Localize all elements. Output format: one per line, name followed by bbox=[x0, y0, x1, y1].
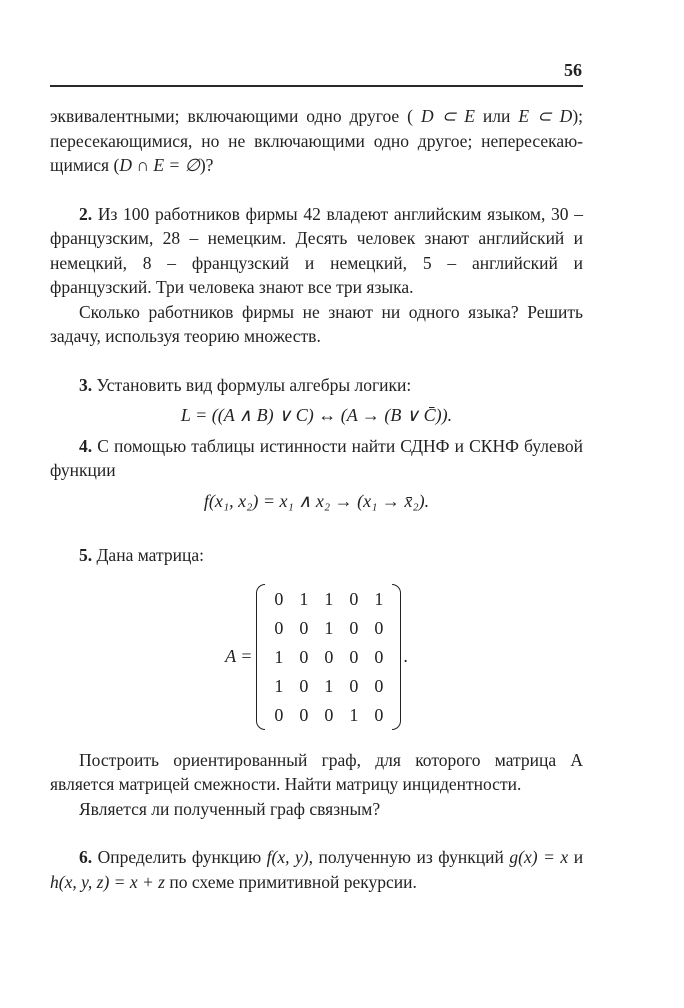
task2-question: Сколько работников фирмы не знают ни одного языка? Решить задачу, используя теорию множеств. bbox=[50, 301, 583, 346]
task4-text: С помощью таблицы истинности найти СДНФ и СКНФ булевой функции bbox=[50, 435, 583, 480]
task3-formula: L = ((A ∧ B) ∨ C) ↔ (A → (B ∨ C̄)). bbox=[180, 405, 453, 425]
task6-formula-2: g(x) = x bbox=[509, 847, 569, 867]
matrix-cell: 1 bbox=[374, 588, 384, 609]
task5-instructions: Построить ориентированный граф, для которого матрица A является матрицей смежности. Найти матрицу инцидентности. bbox=[50, 749, 583, 794]
matrix-cell: 0 bbox=[324, 704, 334, 725]
task6-text-1: Определить функцию bbox=[97, 847, 262, 867]
matrix-cell: 0 bbox=[349, 646, 359, 667]
matrix-cell: 0 bbox=[274, 704, 284, 725]
matrix-cell: 0 bbox=[299, 704, 309, 725]
matrix-period: . bbox=[403, 646, 408, 667]
intro-text-4: щимися ( bbox=[50, 155, 120, 175]
intro-formula-1: D ⊂ E bbox=[420, 106, 475, 126]
task6-text-2: , полученную из функций bbox=[308, 847, 504, 867]
task6-text-4: по схеме примитивной рекурсии. bbox=[169, 871, 417, 892]
matrix-label: A = bbox=[225, 646, 253, 667]
task2-number: 2. bbox=[79, 203, 93, 224]
task5-question: Является ли полученный граф связным? bbox=[79, 798, 381, 819]
matrix-cell: 0 bbox=[374, 617, 384, 638]
task3-text: Установить вид формулы алгебры логики: bbox=[96, 374, 412, 395]
task4-number: 4. bbox=[79, 435, 93, 456]
task6-formula-1: f(x, y) bbox=[266, 847, 309, 867]
intro-text-1: эквивалентными; включающими одно другое ( bbox=[50, 106, 413, 126]
matrix-cell: 0 bbox=[349, 617, 359, 638]
matrix-a bbox=[256, 584, 401, 730]
matrix-cell: 1 bbox=[324, 617, 334, 638]
task6-formula-3: h(x, y, z) = x + z bbox=[50, 871, 165, 892]
matrix-cell: 0 bbox=[299, 617, 309, 638]
matrix-cell: 1 bbox=[274, 646, 284, 667]
task3-number: 3. bbox=[79, 374, 93, 395]
task2-paragraph bbox=[50, 202, 583, 300]
matrix-cell: 1 bbox=[299, 588, 309, 609]
task6-number: 6. bbox=[79, 847, 93, 867]
matrix-cell: 0 bbox=[349, 588, 359, 609]
task4-paragraph bbox=[50, 434, 583, 483]
matrix-cell: 1 bbox=[324, 675, 334, 696]
matrix-cell: 0 bbox=[349, 675, 359, 696]
task5-text: Дана матрица: bbox=[96, 545, 204, 565]
intro-text-2: ); bbox=[572, 106, 584, 126]
intro-paragraph bbox=[50, 104, 583, 178]
task6-paragraph bbox=[50, 845, 583, 894]
task5-paragraph bbox=[50, 543, 583, 568]
task6-text-3: и bbox=[573, 847, 584, 867]
matrix-block bbox=[50, 584, 583, 730]
page-number: 56 bbox=[564, 60, 582, 80]
task2-text: Из 100 работников фирмы 42 владеют английским языком, 30 – французским, 28 – немецким. Десять человек знают английский и немецкий, 8 – французский и немецкий, 5 – английский и французский. Три человека знают все три языка. bbox=[50, 203, 583, 297]
task3-paragraph bbox=[50, 373, 583, 398]
matrix-cell: 0 bbox=[374, 646, 384, 667]
intro-or: или bbox=[482, 106, 511, 126]
matrix-cell: 0 bbox=[374, 704, 384, 725]
intro-formula-3: D ∩ E = ∅ bbox=[119, 155, 200, 175]
page-content bbox=[50, 104, 583, 894]
header-rule bbox=[50, 85, 583, 87]
matrix-cell: 0 bbox=[374, 675, 384, 696]
matrix-cell: 0 bbox=[274, 617, 284, 638]
matrix-cell: 0 bbox=[299, 646, 309, 667]
intro-text-5: )? bbox=[199, 155, 214, 175]
matrix-cell: 1 bbox=[324, 588, 334, 609]
matrix-cell: 0 bbox=[274, 588, 284, 609]
matrix-cell: 0 bbox=[324, 646, 334, 667]
matrix-cell: 0 bbox=[299, 675, 309, 696]
task5-number: 5. bbox=[79, 545, 93, 565]
matrix-cell: 1 bbox=[349, 704, 359, 725]
intro-formula-2: E ⊂ D bbox=[518, 106, 573, 126]
matrix-cell: 1 bbox=[274, 675, 284, 696]
task4-formula: f(x₁, x₂) = x₁ ∧ x₂ → (x₁ → x̄₂). bbox=[203, 490, 430, 511]
intro-text-3: пересекающимися, но не включающими одно другое; непересекаю- bbox=[50, 130, 583, 151]
